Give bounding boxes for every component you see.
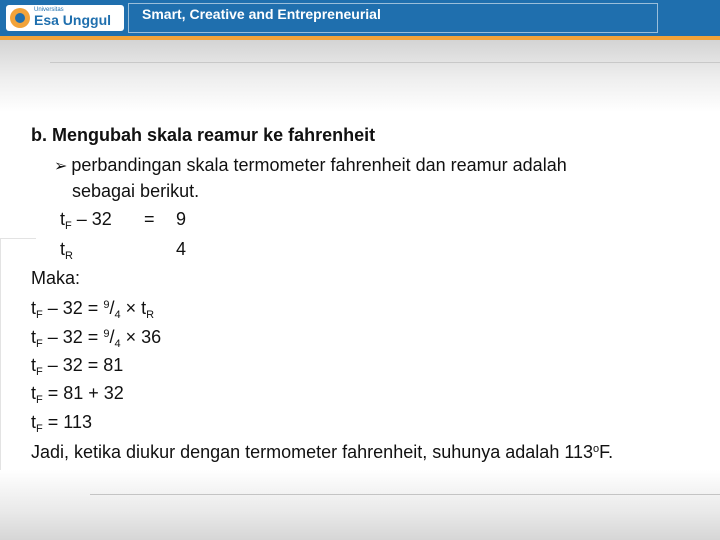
conclusion-text: Jadi, ketika diukur dengan termometer fahrenheit, suhunya adalah 113$^o$F. <box>31 442 614 462</box>
arrow-bullet-icon: ➢ <box>54 158 68 175</box>
equation-step-1: $t_F - 32 = ^9/_4 \times t_R$ <box>31 298 155 321</box>
section-heading: b. Mengubah skala reamur ke fahrenheit <box>31 125 376 145</box>
bullet-continuation: sebagai berikut. <box>72 181 200 201</box>
ratio-value-top: 9 <box>176 209 187 229</box>
equation-step-5: $t_F = 113$ <box>31 412 92 435</box>
ratio-denominator: $t_R$ <box>60 239 73 262</box>
ratio-value-bottom: 4 <box>176 239 187 259</box>
equation-step-2: $t_F - 32 = ^9/_4 \times 36$ <box>31 327 162 350</box>
maka-label: Maka: <box>31 268 81 288</box>
ratio-equals: = <box>144 209 155 229</box>
logo-small-text: Universitas <box>34 7 64 13</box>
bullet-item <box>54 154 567 178</box>
ratio-numerator: $t_F - 32$ <box>60 209 112 232</box>
bullet-text: perbandingan skala termometer fahrenheit dan reamur adalah <box>71 155 567 175</box>
logo-text: Esa Unggul <box>34 12 112 28</box>
tagline: Smart, Creative and Entrepreneurial <box>142 6 381 22</box>
equation-step-3: $t_F - 32 = 81$ <box>31 355 124 378</box>
equation-step-4: $t_F = 81 + 32$ <box>31 383 124 406</box>
